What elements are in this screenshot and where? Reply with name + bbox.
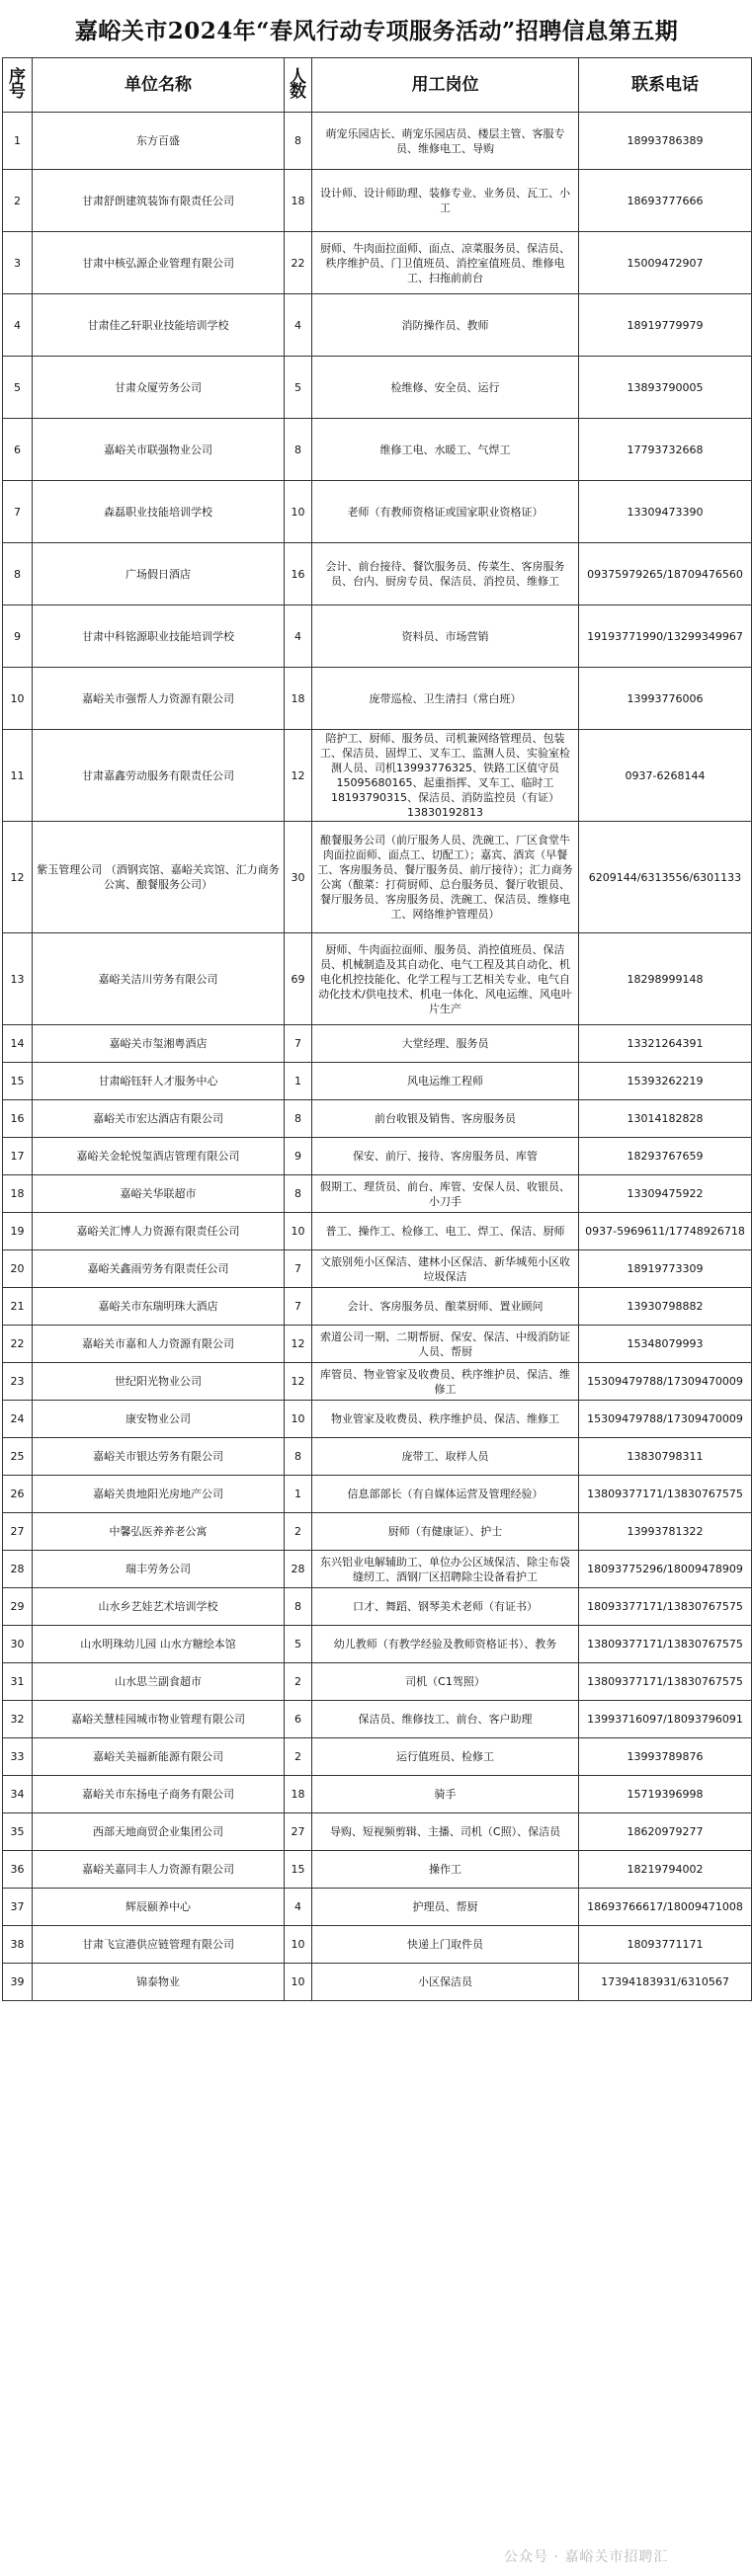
cell-count: 7 <box>285 1025 312 1063</box>
cell-phone: 18093775296/18009478909 <box>579 1551 752 1588</box>
table-row <box>3 357 752 419</box>
table-row <box>3 1326 752 1363</box>
cell-no: 18 <box>3 1175 33 1213</box>
cell-count: 8 <box>285 1438 312 1476</box>
cell-count: 1 <box>285 1063 312 1100</box>
cell-no: 7 <box>3 481 33 543</box>
cell-phone: 15348079993 <box>579 1326 752 1363</box>
cell-no: 9 <box>3 605 33 668</box>
cell-positions: 厨师（有健康证）、护士 <box>312 1513 579 1551</box>
cell-no: 27 <box>3 1513 33 1551</box>
cell-phone: 13993789876 <box>579 1738 752 1776</box>
cell-phone: 15309479788/17309470009 <box>579 1401 752 1438</box>
cell-positions: 口才、舞蹈、钢琴美术老师（有证书） <box>312 1588 579 1626</box>
cell-company: 嘉峪关市东瑞明珠大酒店 <box>33 1288 285 1326</box>
cell-count: 5 <box>285 1626 312 1663</box>
cell-count: 16 <box>285 543 312 605</box>
table-row <box>3 1851 752 1889</box>
header-company: 单位名称 <box>33 58 285 113</box>
cell-count: 1 <box>285 1476 312 1513</box>
cell-phone: 15393262219 <box>579 1063 752 1100</box>
table-row <box>3 1738 752 1776</box>
table-row <box>3 1288 752 1326</box>
cell-positions: 文旅别苑小区保洁、建林小区保洁、新华城苑小区收垃圾保洁 <box>312 1250 579 1288</box>
cell-company: 世纪阳光物业公司 <box>33 1363 285 1401</box>
cell-company: 嘉峪关洁川劳务有限公司 <box>33 933 285 1025</box>
table-row <box>3 1889 752 1926</box>
cell-count: 12 <box>285 1363 312 1401</box>
table-row <box>3 1363 752 1401</box>
cell-company: 西部天地商贸企业集团公司 <box>33 1813 285 1851</box>
cell-positions: 消防操作员、教师 <box>312 294 579 357</box>
cell-phone: 18919773309 <box>579 1250 752 1288</box>
cell-positions: 护理员、帮厨 <box>312 1889 579 1926</box>
cell-company: 中馨弘医养养老公寓 <box>33 1513 285 1551</box>
cell-company: 嘉峪关市强帮人力资源有限公司 <box>33 668 285 730</box>
cell-positions: 小区保洁员 <box>312 1964 579 2001</box>
cell-no: 20 <box>3 1250 33 1288</box>
cell-phone: 18993786389 <box>579 113 752 170</box>
cell-positions: 陪护工、厨师、服务员、司机兼网络管理员、包装工、保洁员、固焊工、叉车工、监测人员、实验室检测人员、司机13993776325、铁路工区值守员15095680165、起重指挥、叉车工、临时工18193790315、保洁员、消防监控员（有证）13830192813 <box>312 730 579 822</box>
cell-no: 24 <box>3 1401 33 1438</box>
cell-positions: 庞带工、取样人员 <box>312 1438 579 1476</box>
cell-phone: 15719396998 <box>579 1776 752 1813</box>
table-row <box>3 933 752 1025</box>
table-row <box>3 1964 752 2001</box>
cell-count: 10 <box>285 1926 312 1964</box>
cell-positions: 索道公司一期、二期帮厨、保安、保洁、中级消防证人员、帮厨 <box>312 1326 579 1363</box>
cell-company: 嘉峪关市联强物业公司 <box>33 419 285 481</box>
cell-no: 2 <box>3 170 33 232</box>
cell-count: 10 <box>285 1401 312 1438</box>
cell-phone: 6209144/6313556/6301133 <box>579 822 752 933</box>
cell-no: 5 <box>3 357 33 419</box>
table-row <box>3 1551 752 1588</box>
cell-company: 甘肃峪钰轩人才服务中心 <box>33 1063 285 1100</box>
cell-count: 4 <box>285 294 312 357</box>
cell-no: 16 <box>3 1100 33 1138</box>
cell-positions: 导购、短视频剪辑、主播、司机（C照）、保洁员 <box>312 1813 579 1851</box>
cell-count: 4 <box>285 1889 312 1926</box>
cell-phone: 18620979277 <box>579 1813 752 1851</box>
cell-phone: 19193771990/13299349967 <box>579 605 752 668</box>
cell-count: 18 <box>285 170 312 232</box>
cell-phone: 13321264391 <box>579 1025 752 1063</box>
cell-positions: 普工、操作工、检修工、电工、焊工、保洁、厨师 <box>312 1213 579 1250</box>
cell-no: 22 <box>3 1326 33 1363</box>
cell-count: 15 <box>285 1851 312 1889</box>
cell-positions: 厨师、牛肉面拉面师、面点、凉菜服务员、保洁员、秩序维护员、门卫值班员、消控室值班员、维修电工、扫拖前前台 <box>312 232 579 294</box>
cell-no: 19 <box>3 1213 33 1250</box>
cell-company: 嘉峪关嘉同丰人力资源有限公司 <box>33 1851 285 1889</box>
cell-count: 8 <box>285 1588 312 1626</box>
cell-phone: 13309475922 <box>579 1175 752 1213</box>
recruitment-table <box>2 57 752 2001</box>
page-title: 嘉峪关市2024年“春风行动专项服务活动”招聘信息第五期 <box>74 17 679 44</box>
table-row <box>3 1025 752 1063</box>
cell-company: 甘肃佳乙轩职业技能培训学校 <box>33 294 285 357</box>
cell-company: 紫玉管理公司 （酒钢宾馆、嘉峪关宾馆、汇力商务公寓、酿餐服务公司） <box>33 822 285 933</box>
cell-no: 23 <box>3 1363 33 1401</box>
table-row <box>3 822 752 933</box>
cell-positions: 维修工电、水暖工、气焊工 <box>312 419 579 481</box>
cell-no: 36 <box>3 1851 33 1889</box>
table-row <box>3 113 752 170</box>
cell-positions: 假期工、理货员、前台、库管、安保人员、收银员、小刀手 <box>312 1175 579 1213</box>
cell-no: 3 <box>3 232 33 294</box>
cell-count: 10 <box>285 1213 312 1250</box>
cell-company: 嘉峪关汇博人力资源有限责任公司 <box>33 1213 285 1250</box>
cell-company: 甘肃众厦劳务公司 <box>33 357 285 419</box>
cell-company: 甘肃中科铭源职业技能培训学校 <box>33 605 285 668</box>
table-row <box>3 1513 752 1551</box>
table-row <box>3 1926 752 1964</box>
cell-count: 2 <box>285 1663 312 1701</box>
cell-no: 6 <box>3 419 33 481</box>
cell-no: 35 <box>3 1813 33 1851</box>
cell-phone: 18219794002 <box>579 1851 752 1889</box>
cell-count: 7 <box>285 1288 312 1326</box>
table-row <box>3 170 752 232</box>
cell-count: 9 <box>285 1138 312 1175</box>
cell-phone: 18919779979 <box>579 294 752 357</box>
cell-count: 8 <box>285 113 312 170</box>
cell-phone: 13309473390 <box>579 481 752 543</box>
cell-count: 22 <box>285 232 312 294</box>
header-count: 人数 <box>285 58 312 113</box>
watermark: 公众号 · 嘉峪关市招聘汇 <box>504 2549 669 2565</box>
cell-positions: 检维修、安全员、运行 <box>312 357 579 419</box>
cell-positions: 幼儿教师（有教学经验及教师资格证书）、教务 <box>312 1626 579 1663</box>
cell-company: 嘉峪关鑫雨劳务有限责任公司 <box>33 1250 285 1288</box>
cell-phone: 18693777666 <box>579 170 752 232</box>
table-row <box>3 1100 752 1138</box>
cell-count: 6 <box>285 1701 312 1738</box>
cell-count: 30 <box>285 822 312 933</box>
cell-company: 甘肃舒朗建筑装饰有限责任公司 <box>33 170 285 232</box>
cell-no: 14 <box>3 1025 33 1063</box>
cell-no: 39 <box>3 1964 33 2001</box>
cell-company: 嘉峪关贵地阳光房地产公司 <box>33 1476 285 1513</box>
cell-phone: 18293767659 <box>579 1138 752 1175</box>
cell-positions: 快递上门取件员 <box>312 1926 579 1964</box>
table-row <box>3 294 752 357</box>
cell-count: 27 <box>285 1813 312 1851</box>
cell-positions: 骑手 <box>312 1776 579 1813</box>
cell-company: 山水乡艺娃艺术培训学校 <box>33 1588 285 1626</box>
table-header-row <box>3 58 752 113</box>
cell-positions: 大堂经理、服务员 <box>312 1025 579 1063</box>
table-row <box>3 1701 752 1738</box>
cell-positions: 库管员、物业管家及收费员、秩序维护员、保洁、维修工 <box>312 1363 579 1401</box>
cell-count: 10 <box>285 481 312 543</box>
table-row <box>3 605 752 668</box>
cell-phone: 0937-6268144 <box>579 730 752 822</box>
table-row <box>3 232 752 294</box>
cell-company: 嘉峪关市宏达酒店有限公司 <box>33 1100 285 1138</box>
header-phone: 联系电话 <box>579 58 752 113</box>
cell-positions: 萌宠乐园店长、萌宠乐园店员、楼层主管、客服专员、维修电工、导购 <box>312 113 579 170</box>
cell-count: 12 <box>285 1326 312 1363</box>
cell-company: 嘉峪关金轮悦玺酒店管理有限公司 <box>33 1138 285 1175</box>
cell-count: 28 <box>285 1551 312 1588</box>
cell-company: 甘肃飞宣港供应链管理有限公司 <box>33 1926 285 1964</box>
cell-count: 2 <box>285 1738 312 1776</box>
cell-positions: 老师（有教师资格证或国家职业资格证） <box>312 481 579 543</box>
cell-no: 15 <box>3 1063 33 1100</box>
cell-company: 嘉峪关市东扬电子商务有限公司 <box>33 1776 285 1813</box>
cell-no: 26 <box>3 1476 33 1513</box>
cell-count: 2 <box>285 1513 312 1551</box>
cell-positions: 司机（C1驾照） <box>312 1663 579 1701</box>
cell-company: 山水明珠幼儿园 山水方糖绘本馆 <box>33 1626 285 1663</box>
table-row <box>3 1776 752 1813</box>
table-row <box>3 730 752 822</box>
table-row <box>3 1138 752 1175</box>
cell-no: 29 <box>3 1588 33 1626</box>
cell-company: 锦泰物业 <box>33 1964 285 2001</box>
table-row <box>3 1401 752 1438</box>
cell-phone: 13993776006 <box>579 668 752 730</box>
cell-positions: 庞带巡检、卫生清扫（常白班） <box>312 668 579 730</box>
cell-company: 嘉峪关华联超市 <box>33 1175 285 1213</box>
cell-company: 嘉峪关市嘉和人力资源有限公司 <box>33 1326 285 1363</box>
cell-no: 17 <box>3 1138 33 1175</box>
cell-phone: 17394183931/6310567 <box>579 1964 752 2001</box>
cell-no: 37 <box>3 1889 33 1926</box>
cell-phone: 0937-5969611/17748926718 <box>579 1213 752 1250</box>
cell-no: 30 <box>3 1626 33 1663</box>
cell-count: 5 <box>285 357 312 419</box>
cell-no: 21 <box>3 1288 33 1326</box>
cell-no: 8 <box>3 543 33 605</box>
cell-positions: 物业管家及收费员、秩序维护员、保洁、维修工 <box>312 1401 579 1438</box>
cell-no: 4 <box>3 294 33 357</box>
table-row <box>3 668 752 730</box>
cell-phone: 09375979265/18709476560 <box>579 543 752 605</box>
cell-count: 18 <box>285 668 312 730</box>
cell-phone: 13993716097/18093796091 <box>579 1701 752 1738</box>
cell-count: 8 <box>285 419 312 481</box>
table-row <box>3 1213 752 1250</box>
cell-company: 瑞丰劳务公司 <box>33 1551 285 1588</box>
cell-no: 38 <box>3 1926 33 1964</box>
cell-positions: 东兴铝业电解辅助工、单位办公区域保洁、除尘布袋缝纫工、酒钢厂区招聘除尘设备看护工 <box>312 1551 579 1588</box>
cell-phone: 13893790005 <box>579 357 752 419</box>
cell-company: 东方百盛 <box>33 113 285 170</box>
cell-company: 嘉峪关美福新能源有限公司 <box>33 1738 285 1776</box>
cell-no: 11 <box>3 730 33 822</box>
table-row <box>3 1813 752 1851</box>
table-row <box>3 1476 752 1513</box>
cell-company: 广场假日酒店 <box>33 543 285 605</box>
cell-positions: 操作工 <box>312 1851 579 1889</box>
table-row <box>3 1588 752 1626</box>
cell-count: 69 <box>285 933 312 1025</box>
cell-phone: 15009472907 <box>579 232 752 294</box>
cell-no: 31 <box>3 1663 33 1701</box>
cell-no: 25 <box>3 1438 33 1476</box>
table-row <box>3 1250 752 1288</box>
cell-phone: 13993781322 <box>579 1513 752 1551</box>
cell-company: 辉辰颐养中心 <box>33 1889 285 1926</box>
cell-company: 康安物业公司 <box>33 1401 285 1438</box>
cell-company: 山水思兰副食超市 <box>33 1663 285 1701</box>
cell-no: 1 <box>3 113 33 170</box>
cell-no: 10 <box>3 668 33 730</box>
cell-count: 8 <box>285 1175 312 1213</box>
cell-phone: 13014182828 <box>579 1100 752 1138</box>
cell-positions: 风电运维工程师 <box>312 1063 579 1100</box>
table-row <box>3 1175 752 1213</box>
cell-phone: 18093377171/13830767575 <box>579 1588 752 1626</box>
cell-phone: 18093771171 <box>579 1926 752 1964</box>
table-row <box>3 1626 752 1663</box>
table-row <box>3 1663 752 1701</box>
cell-company: 森磊职业技能培训学校 <box>33 481 285 543</box>
cell-positions: 保洁员、维修技工、前台、客户助理 <box>312 1701 579 1738</box>
cell-positions: 会计、前台接待、餐饮服务员、传菜生、客房服务员、台内、厨房专员、保洁员、消控员、维修工 <box>312 543 579 605</box>
cell-phone: 13830798311 <box>579 1438 752 1476</box>
table-row <box>3 1438 752 1476</box>
header-no: 序号 <box>3 58 33 113</box>
table-row <box>3 543 752 605</box>
cell-count: 4 <box>285 605 312 668</box>
cell-positions: 前台收银及销售、客房服务员 <box>312 1100 579 1138</box>
cell-positions: 设计师、设计师助理、装修专业、业务员、瓦工、小工 <box>312 170 579 232</box>
cell-count: 8 <box>285 1100 312 1138</box>
cell-company: 嘉峪关慧桂园城市物业管理有限公司 <box>33 1701 285 1738</box>
cell-phone: 13809377171/13830767575 <box>579 1626 752 1663</box>
table-row <box>3 419 752 481</box>
cell-count: 12 <box>285 730 312 822</box>
cell-count: 18 <box>285 1776 312 1813</box>
cell-count: 10 <box>285 1964 312 2001</box>
cell-positions: 信息部部长（有自媒体运营及管理经验） <box>312 1476 579 1513</box>
cell-positions: 厨师、牛肉面拉面师、服务员、消控值班员、保洁员、机械制造及其自动化、电气工程及其自动化、机电化机控技能化、化学工程与工艺相关专业、电气自动化技术/供电技术、机电一体化、风电运维、风电叶片生产 <box>312 933 579 1025</box>
cell-positions: 会计、客房服务员、酿菜厨师、置业顾问 <box>312 1288 579 1326</box>
cell-phone: 17793732668 <box>579 419 752 481</box>
cell-positions: 保安、前厅、接待、客房服务员、库管 <box>312 1138 579 1175</box>
cell-no: 32 <box>3 1701 33 1738</box>
cell-no: 12 <box>3 822 33 933</box>
table-row <box>3 481 752 543</box>
cell-company: 甘肃嘉鑫劳动服务有限责任公司 <box>33 730 285 822</box>
table-row <box>3 1063 752 1100</box>
cell-phone: 15309479788/17309470009 <box>579 1363 752 1401</box>
cell-positions: 运行值班员、检修工 <box>312 1738 579 1776</box>
cell-company: 嘉峪关市银达劳务有限公司 <box>33 1438 285 1476</box>
cell-no: 13 <box>3 933 33 1025</box>
cell-no: 34 <box>3 1776 33 1813</box>
cell-no: 33 <box>3 1738 33 1776</box>
cell-phone: 18298999148 <box>579 933 752 1025</box>
cell-phone: 13809377171/13830767575 <box>579 1476 752 1513</box>
cell-company: 嘉峪关市玺湘粤酒店 <box>33 1025 285 1063</box>
cell-count: 7 <box>285 1250 312 1288</box>
cell-positions: 资料员、市场营销 <box>312 605 579 668</box>
cell-phone: 13809377171/13830767575 <box>579 1663 752 1701</box>
cell-phone: 13930798882 <box>579 1288 752 1326</box>
cell-positions: 酿餐服务公司（前厅服务人员、洗碗工、厂区食堂牛肉面拉面师、面点工、切配工）；嘉宾、酒宾（早餐工、客房服务员、餐厅服务员、前厅接待）；汇力商务公寓（酿菜：打荷厨师、总台服务员、餐厅收银员、餐厅服务员、客房服务员、洗碗工、保洁员、维修电工、网络维护管理员） <box>312 822 579 933</box>
header-positions: 用工岗位 <box>312 58 579 113</box>
cell-no: 28 <box>3 1551 33 1588</box>
cell-phone: 18693766617/18009471008 <box>579 1889 752 1926</box>
cell-company: 甘肃中核弘源企业管理有限公司 <box>33 232 285 294</box>
